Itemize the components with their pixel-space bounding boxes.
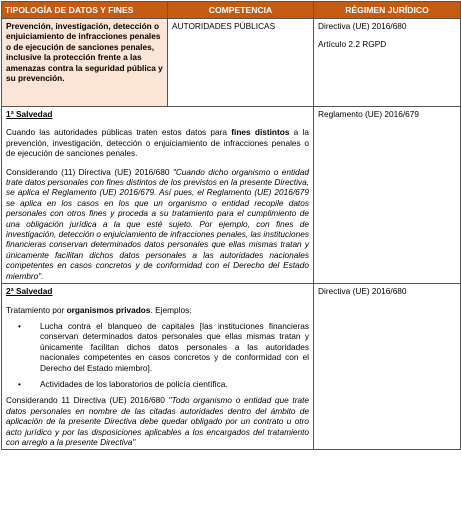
list-item-text: Lucha contra el blanqueo de capitales [las instituciones financieras conservan determinados datos personales que ellas mismas tratan y únicamente facilitan dichos datos personales a las autoridades nacionales competentes en casos concretos y de conformidad con el Derecho del Estado miembro].	[40, 320, 309, 373]
salvedad-2-cell	[2, 284, 314, 450]
list-item	[18, 320, 309, 373]
list-item-text: Actividades de los laboratorios de policía científica.	[40, 378, 228, 389]
table-row	[2, 107, 461, 284]
text: Considerando 11 Directiva (UE) 2016/680	[6, 395, 169, 406]
salvedad-title: 1ª Salvedad	[6, 109, 53, 119]
quote-text: "Cuando dicho organismo o entidad trate datos personales con fines distintos de los previstos en la presente Directiva, se aplica el Reglamento (UE) 2016/679. Así pues, el Reglamento (UE) 2016/679 se aplica en los casos en los que un organismo o entidad recopile datos personales con otros fines y proceda a su tratamiento para el cumplimiento de una obligación jurídica a la que esté sujeto. Por ejemplo, con fines de investigación, detección o enjuiciamiento de infracciones penales, las instituciones financieras conservan determinados datos personales que ellas mismas tratan y únicamente facilitan dichos datos personales a las autoridades nacionales competentes en casos concretos y de conformidad con el Derecho del Estado miembro".	[6, 166, 310, 281]
regimen-cell: Directiva (UE) 2016/680	[314, 284, 461, 450]
regimen-line: Artículo 2.2 RGPD	[318, 39, 387, 50]
table-row	[2, 284, 461, 450]
bullet-icon: •	[18, 320, 21, 331]
regimen-line: Directiva (UE) 2016/680	[318, 21, 407, 31]
regimen-cell: Reglamento (UE) 2016/679	[314, 107, 461, 284]
salvedad-1-cell	[2, 107, 314, 284]
bullet-icon: •	[18, 378, 21, 389]
text: a la prevención, investigación, detección o enjuiciamiento de infracciones penales o de ejecución de sanciones penales.	[6, 127, 309, 159]
regimen-cell	[314, 19, 461, 107]
legal-regime-table	[1, 1, 461, 450]
salvedad-paragraph	[6, 395, 309, 447]
text: Considerando (11) Directiva (UE) 2016/680	[6, 166, 173, 177]
text: Tratamiento por	[6, 304, 67, 315]
list-item	[18, 378, 309, 389]
text: . Ejemplos:	[150, 304, 192, 315]
table-row	[2, 19, 461, 107]
quote-text: "Todo organismo o entidad que trate datos personales en nombre de las citadas autoridades dentro del ámbito de aplicación de la presente Directiva debe quedar obligado por un contrato u otro acto jurídico y por las disposiciones aplicables a los encargados del tratamiento con arreglo a la presente Directiva"	[6, 395, 309, 447]
text: Cuando las autoridades públicas traten estos datos para	[6, 127, 232, 138]
header-regimen: RÉGIMEN JURÍDICO	[314, 2, 461, 19]
header-tipologia: TIPOLOGÍA DE DATOS Y FINES	[2, 2, 168, 19]
header-competencia: COMPETENCIA	[168, 2, 314, 19]
salvedad-paragraph	[6, 167, 309, 281]
bold-text: fines distintos	[231, 127, 290, 138]
examples-list	[6, 321, 309, 389]
tipologia-cell: Prevención, investigación, detección o enjuiciamiento de infracciones penales o de ejecución de sanciones penales, inclusive la protección frente a las amenazas contra la seguridad pública y su prevención.	[2, 19, 168, 107]
salvedad-paragraph	[6, 127, 309, 158]
salvedad-paragraph	[6, 305, 309, 315]
competencia-cell: AUTORIDADES PÚBLICAS	[168, 19, 314, 107]
salvedad-title: 2ª Salvedad	[6, 286, 53, 297]
bold-text: organismos privados	[66, 304, 151, 315]
table-header-row	[2, 2, 461, 19]
